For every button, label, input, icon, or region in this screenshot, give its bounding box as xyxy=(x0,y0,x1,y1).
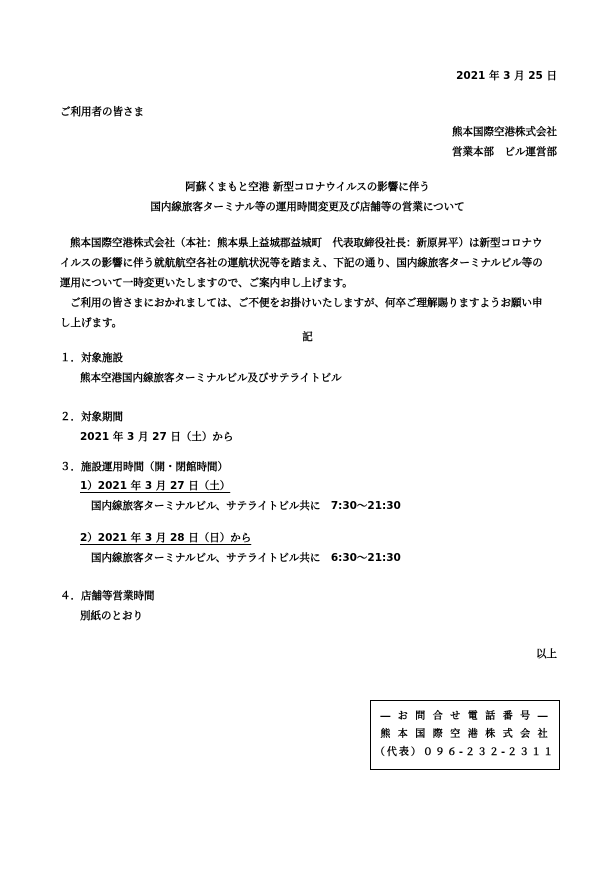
section-4-text: 別紙のとおり xyxy=(80,610,143,622)
body-paragraph-1 xyxy=(60,233,560,293)
title-line-2: 国内線旅客ターミナル等の運用時間変更及び店舗等の営業について xyxy=(150,201,465,213)
contact-box xyxy=(370,700,560,770)
section-4-heading: ４．店舗等営業時間 xyxy=(60,590,155,602)
closing-ijou: 以上 xyxy=(536,648,557,660)
ki-marker: 記 xyxy=(302,331,313,343)
body-paragraph-2 xyxy=(60,293,560,333)
body-p1-line-2: イルスの影響に伴う就航航空各社の運航状況等を踏まえ、下記の通り、国内線旅客ターミナルビル等の xyxy=(60,257,543,269)
body-p2-line-2: し上げます。 xyxy=(60,317,123,329)
issue-date: 2021 年 3 月 25 日 xyxy=(456,70,557,82)
section-3-sub-2-text: 国内線旅客ターミナルビル、サテライトビル共に 6:30～21:30 xyxy=(91,552,401,564)
addressee: ご利用者の皆さま xyxy=(60,106,144,118)
section-3-sub-2-date: 2）2021 年 3 月 28 日（日）から xyxy=(80,532,252,544)
contact-header: ― お 問 合 せ 電 話 番 号 ― xyxy=(380,711,550,722)
body-p1-line-3: 運用について一時変更いたしますので、ご案内申し上げます。 xyxy=(60,277,353,289)
section-3-sub-1-text: 国内線旅客ターミナルビル、サテライトビル共に 7:30～21:30 xyxy=(91,500,401,512)
contact-company: 熊 本 国 際 空 港 株 式 会 社 xyxy=(380,729,550,740)
title-line-1: 阿蘇くまもと空港 新型コロナウイルスの影響に伴う xyxy=(185,181,430,193)
section-3-sub-1-date: 1）2021 年 3 月 27 日（土） xyxy=(80,480,231,492)
contact-phone: （代表）０９６-２３２-２３１１ xyxy=(374,747,556,758)
section-2-heading: ２．対象期間 xyxy=(60,411,123,423)
body-p2-line-1: ご利用の皆さまにおかれましては、ご不便をお掛けいたしますが、何卒ご理解賜りますようお願い申 xyxy=(70,297,543,309)
section-3-heading: ３．施設運用時間（開・閉館時間） xyxy=(60,461,228,473)
sender-department: 営業本部 ビル運営部 xyxy=(452,146,557,158)
sender-company: 熊本国際空港株式会社 xyxy=(452,126,557,138)
body-p1-line-1: 熊本国際空港株式会社（本社：熊本県上益城郡益城町 代表取締役社長：新原昇平）は新型コロナウ xyxy=(70,237,543,249)
section-2-text: 2021 年 3 月 27 日（土）から xyxy=(80,431,234,443)
section-1-text: 熊本空港国内線旅客ターミナルビル及びサテライトビル xyxy=(80,372,342,384)
section-1-heading: １．対象施設 xyxy=(60,352,123,364)
